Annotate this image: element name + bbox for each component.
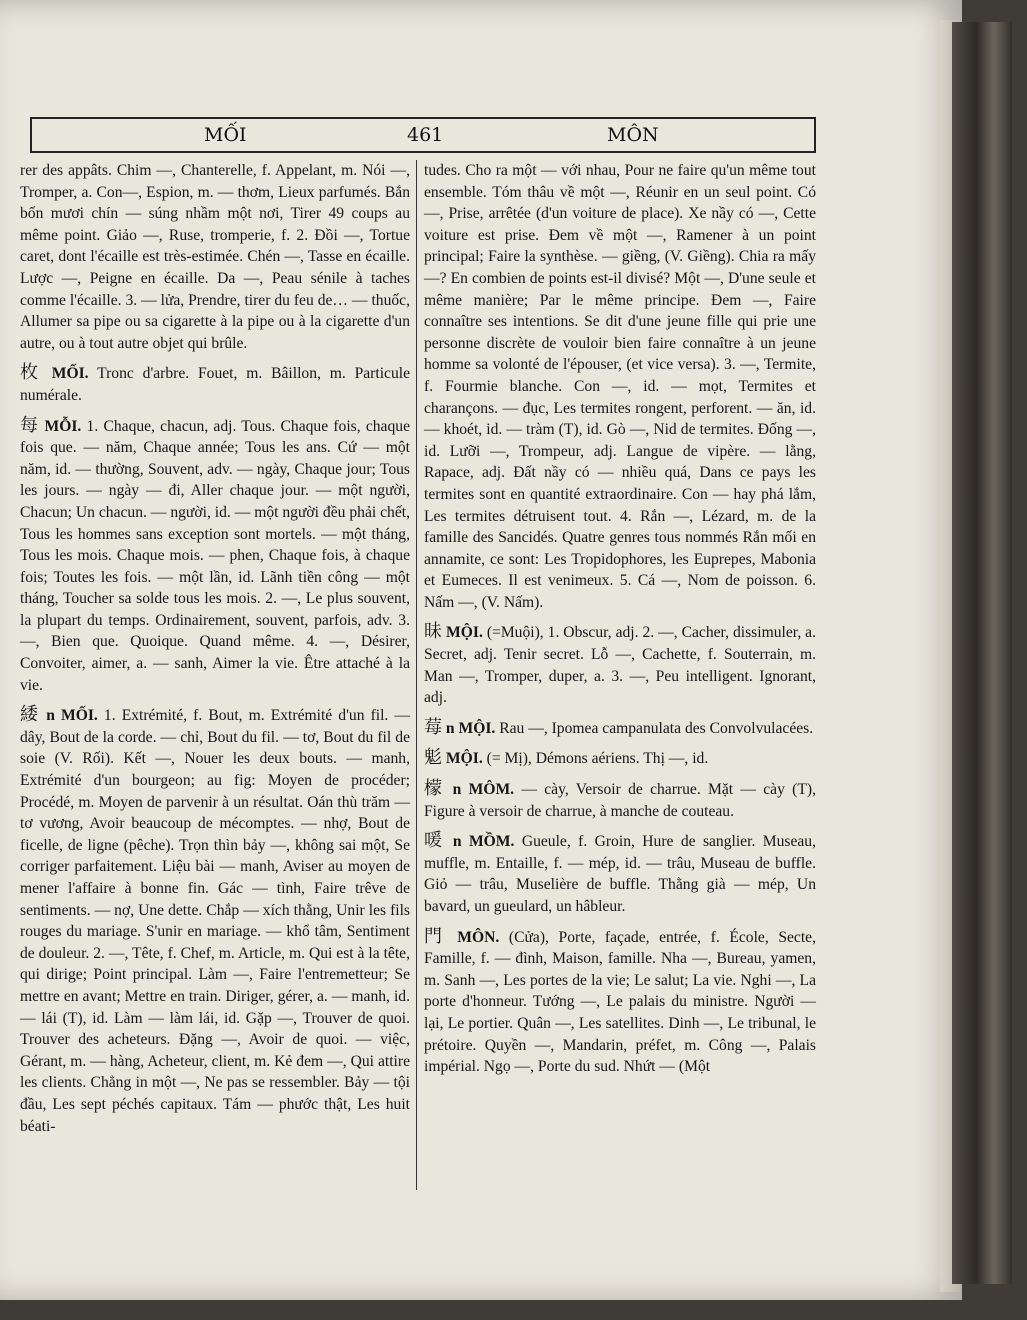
- continued-entry: tudes. Cho ra một — với nhau, Pour ne faire qu'un même tout ensemble. Tóm thâu về một —, Réunir en un seul point. Có —, Prise, arrêtée (d'un voiture de place). Xe nầy có —, Cette voiture est prise. Đem về một —, Ramener à un point principal; Faire la synthèse. — giềng, (V. Giềng). Chia ra mấy —? En combien de points est-il divisé? Một —, D'une seule et même manière; Par le même principe. Đem —, Faire connaître ses intentions. Se dit d'une jeune fille qui prie une personne discrète de vouloir bien faire connaître à un jeune homme sa volonté de l'épouser, (et vice versa). 3. —, Termite, f. Fourmie blanche. Con —, id. — mọt, Termites et charançons. — đục, Les termites rongent, perforent. — ăn, id. — khoét, id. — tràm (T), id. Gò —, Nid de termites. Đống —, id. Lưỡi —, Trompeur, adj. Langue de vipère. — lằng, Rapace, adj. Đất nầy có — nhiều quá, Dans ce pays les termites sont en quantité extraordinaire. Con — hay phá lắm, Les termites détruisent tout. 4. Rắn —, Lézard, m. de la famille des Sancidés. Quatre genres tous nommés Rắn mối en annamite, ce sont: Les Tropidophores, les Euprepes, Mabonia et Eumeces. Il est venimeux. 5. Cá —, Nom de poisson. 6. Nấm —, (V. Nấm).: [424, 162, 816, 611]
- entry-character: 莓: [424, 716, 442, 738]
- page-number: 461: [407, 124, 444, 146]
- continued-entry: rer des appâts. Chim —, Chanterelle, f. Appelant, m. Nói —, Tromper, a. Con—, Espion, m. — thơm, Lieux parfumés. Bắn bốn mươi chín — súng nhầm một nơi, Tirer 49 coups au même point. Giảo —, Ruse, tromperie, f. 2. Đồi —, Tortue caret, dont l'écaille est très-estimée. Chén —, Tasse en écaille. Lược —, Peigne en écaille. Da —, Peau sénile à taches comme l'écaille. 3. — lửa, Prendre, tirer du feu de… — thuốc, Allumer sa pipe ou sa cigarette à la pipe ou à la cigarette d'un autre, ou à tout autre objet qui brûle.: [20, 162, 410, 352]
- entry-moi-obscur: [424, 621, 816, 708]
- entry-definition: Rau —, Ipomea campanulata des Convolvulacées.: [499, 719, 814, 737]
- entry-definition: (= Mị), Démons aériens. Thị —, id.: [486, 750, 709, 768]
- entry-moi-demons: [424, 747, 816, 770]
- entry-mom-gueule: [424, 830, 816, 917]
- entry-headword: n MỒM.: [452, 833, 515, 851]
- entry-character: 每: [20, 414, 40, 436]
- entry-character: 門: [424, 925, 448, 947]
- entry-character: 昧: [424, 621, 443, 643]
- entry-definition: 1. Extrémité, f. Bout, m. Extrémité d'un fil. — dây, Bout de la corde. — chỉ, Bout du fil. — tơ, Bout du fil de soie (V. Rối). Kết —, Nouer les deux bouts. — manh, Extrémité d'un bourgeon; au fig: Moyen de procéder; Procédé, m. Moyen de parvenir à un résultat. Oán thù trăm — tơ vương, Avoir beaucoup de mécomptes. — nhợ, Bout de ficelle, de ligne (pêche). Trọn thìn bảy —, không sai một, Se corriger parfaitement. Liệu bài — manh, Aviser au moyen de mener l'affaire à bonne fin. Gác — tình, Faire trêve de sentiments. — nợ, Une dette. Chắp — xích thằng, Unir les fils rouges du mariage. S'unir en mariage. — khổ tâm, Sentiment de douleur. 2. —, Tête, f. Chef, m. Article, m. Qui est à la tête, qui dirige; Point principal. Làm —, Faire l'entremetteur; Se mettre en avant; Mettre en train. Diriger, gérer, a. — manh, id. — lái (T), id. Làm — làm lái, id. Gặp —, Trouver de quoi. Trouver des acheteurs. Đặng —, Avoir de quoi. — việc, Gérant, m. — hàng, Acheteur, client, m. Kẻ đem —, Qui attire les clients. Chẳng in một —, Ne pas se ressembler. Bảy — tội đầu, Les sept péchés capitaux. Tám — phước thật, Les huit béati-: [20, 707, 410, 1135]
- entry-headword: n MÔM.: [452, 781, 515, 799]
- column-divider: [416, 160, 417, 1190]
- entry-moi-chaque: [20, 415, 410, 697]
- entry-character: 緌: [20, 704, 41, 726]
- entry-character: 檬: [424, 778, 446, 800]
- entry-definition: — cày, Versoir de charrue. Mặt — cày (T), Figure à versoir de charrue, à manche de couteau.: [424, 781, 816, 820]
- entry-headword: MỐI.: [51, 365, 89, 383]
- entry-headword: n MỐI.: [46, 707, 98, 725]
- book-binding-edge: [952, 22, 1012, 1284]
- entry-character: 枚: [20, 362, 43, 384]
- entry-moi-tronc: [20, 362, 410, 406]
- entry-mon-porte: [424, 926, 816, 1078]
- entry-moi-extremite: [20, 704, 410, 1137]
- header-left-guide-word: MỐI: [204, 124, 247, 146]
- right-column: [424, 160, 816, 1078]
- entry-headword: MÔN.: [457, 928, 500, 946]
- entry-moi-rau: [424, 717, 816, 740]
- running-header: [30, 117, 816, 153]
- entry-definition: 1. Chaque, chacun, adj. Tous. Chaque fois, chaque fois que. — năm, Chaque année; Tous les ans. Cứ — một năm, id. — thường, Souvent, adv. — ngày, Chaque jour; Tous les jours. — ngày — đi, Aller chaque jour. — một người, Chacun; Un chacun. — người, id. — một người đều phải chết, Tous les hommes sans exception sont mortels. — một tháng, Tous les mois. Chaque mois. — phen, Chaque fois, à chaque fois; Toutes les fois. — một lần, id. Lãnh tiền công — một tháng, Toucher sa solde tous les mois. 2. —, Le plus souvent, la plupart du temps. Ordinairement, souvent, parfois, adv. 3. —, Bien que. Quoique. Quand même. 4. —, Désirer, Convoiter, aimer, a. — sanh, Aimer la vie. Être attaché à la vie.: [20, 417, 410, 694]
- left-column: [20, 160, 410, 1137]
- entry-definition: (=Muội), 1. Obscur, adj. 2. —, Cacher, dissimuler, a. Secret, adj. Tenir secret. Lỗ —, Cachette, f. Souterrain, m. Man —, Tromper, duper, a. 3. —, Peu intelligent. Ignorant, adj.: [424, 624, 816, 707]
- entry-headword: MỘI.: [445, 750, 483, 768]
- entry-definition: (Cửa), Porte, façade, entrée, f. École, Secte, Famille, f. — đình, Maison, famille. Nha —, Bureau, yamen, m. Sanh —, Les portes de la vie; Le salut; La vie. Nghi —, La porte d'honneur. Tướng —, Le palais du ministre. Người — lại, Le portier. Quân —, Les satellites. Dinh —, Le tribunal, le prétoire. Quyền —, Mandarin, préfet, m. Công —, Palais impérial. Ngọ —, Porte du sud. Nhứt — (Một: [424, 928, 816, 1076]
- entry-definition: Tronc d'arbre. Fouet, m. Bâillon, m. Particule numérale.: [20, 365, 410, 404]
- entry-mom-versoir: [424, 778, 816, 822]
- entry-character: 喛: [424, 830, 446, 852]
- entry-headword: MỖI.: [44, 417, 82, 435]
- entry-headword: n MỘI.: [445, 719, 496, 737]
- entry-character: 鬽: [424, 747, 442, 769]
- entry-definition: Gueule, f. Groin, Hure de sanglier. Museau, muffle, m. Entaille, f. — mép, id. — trâu, Museau de buffle. Giỏ — trâu, Muselière de buffle. Thằng già — mép, Un bavard, un gueulard, un hâbleur.: [424, 833, 816, 915]
- entry-headword: MỘI.: [446, 624, 483, 642]
- header-right-guide-word: MÔN: [607, 124, 659, 146]
